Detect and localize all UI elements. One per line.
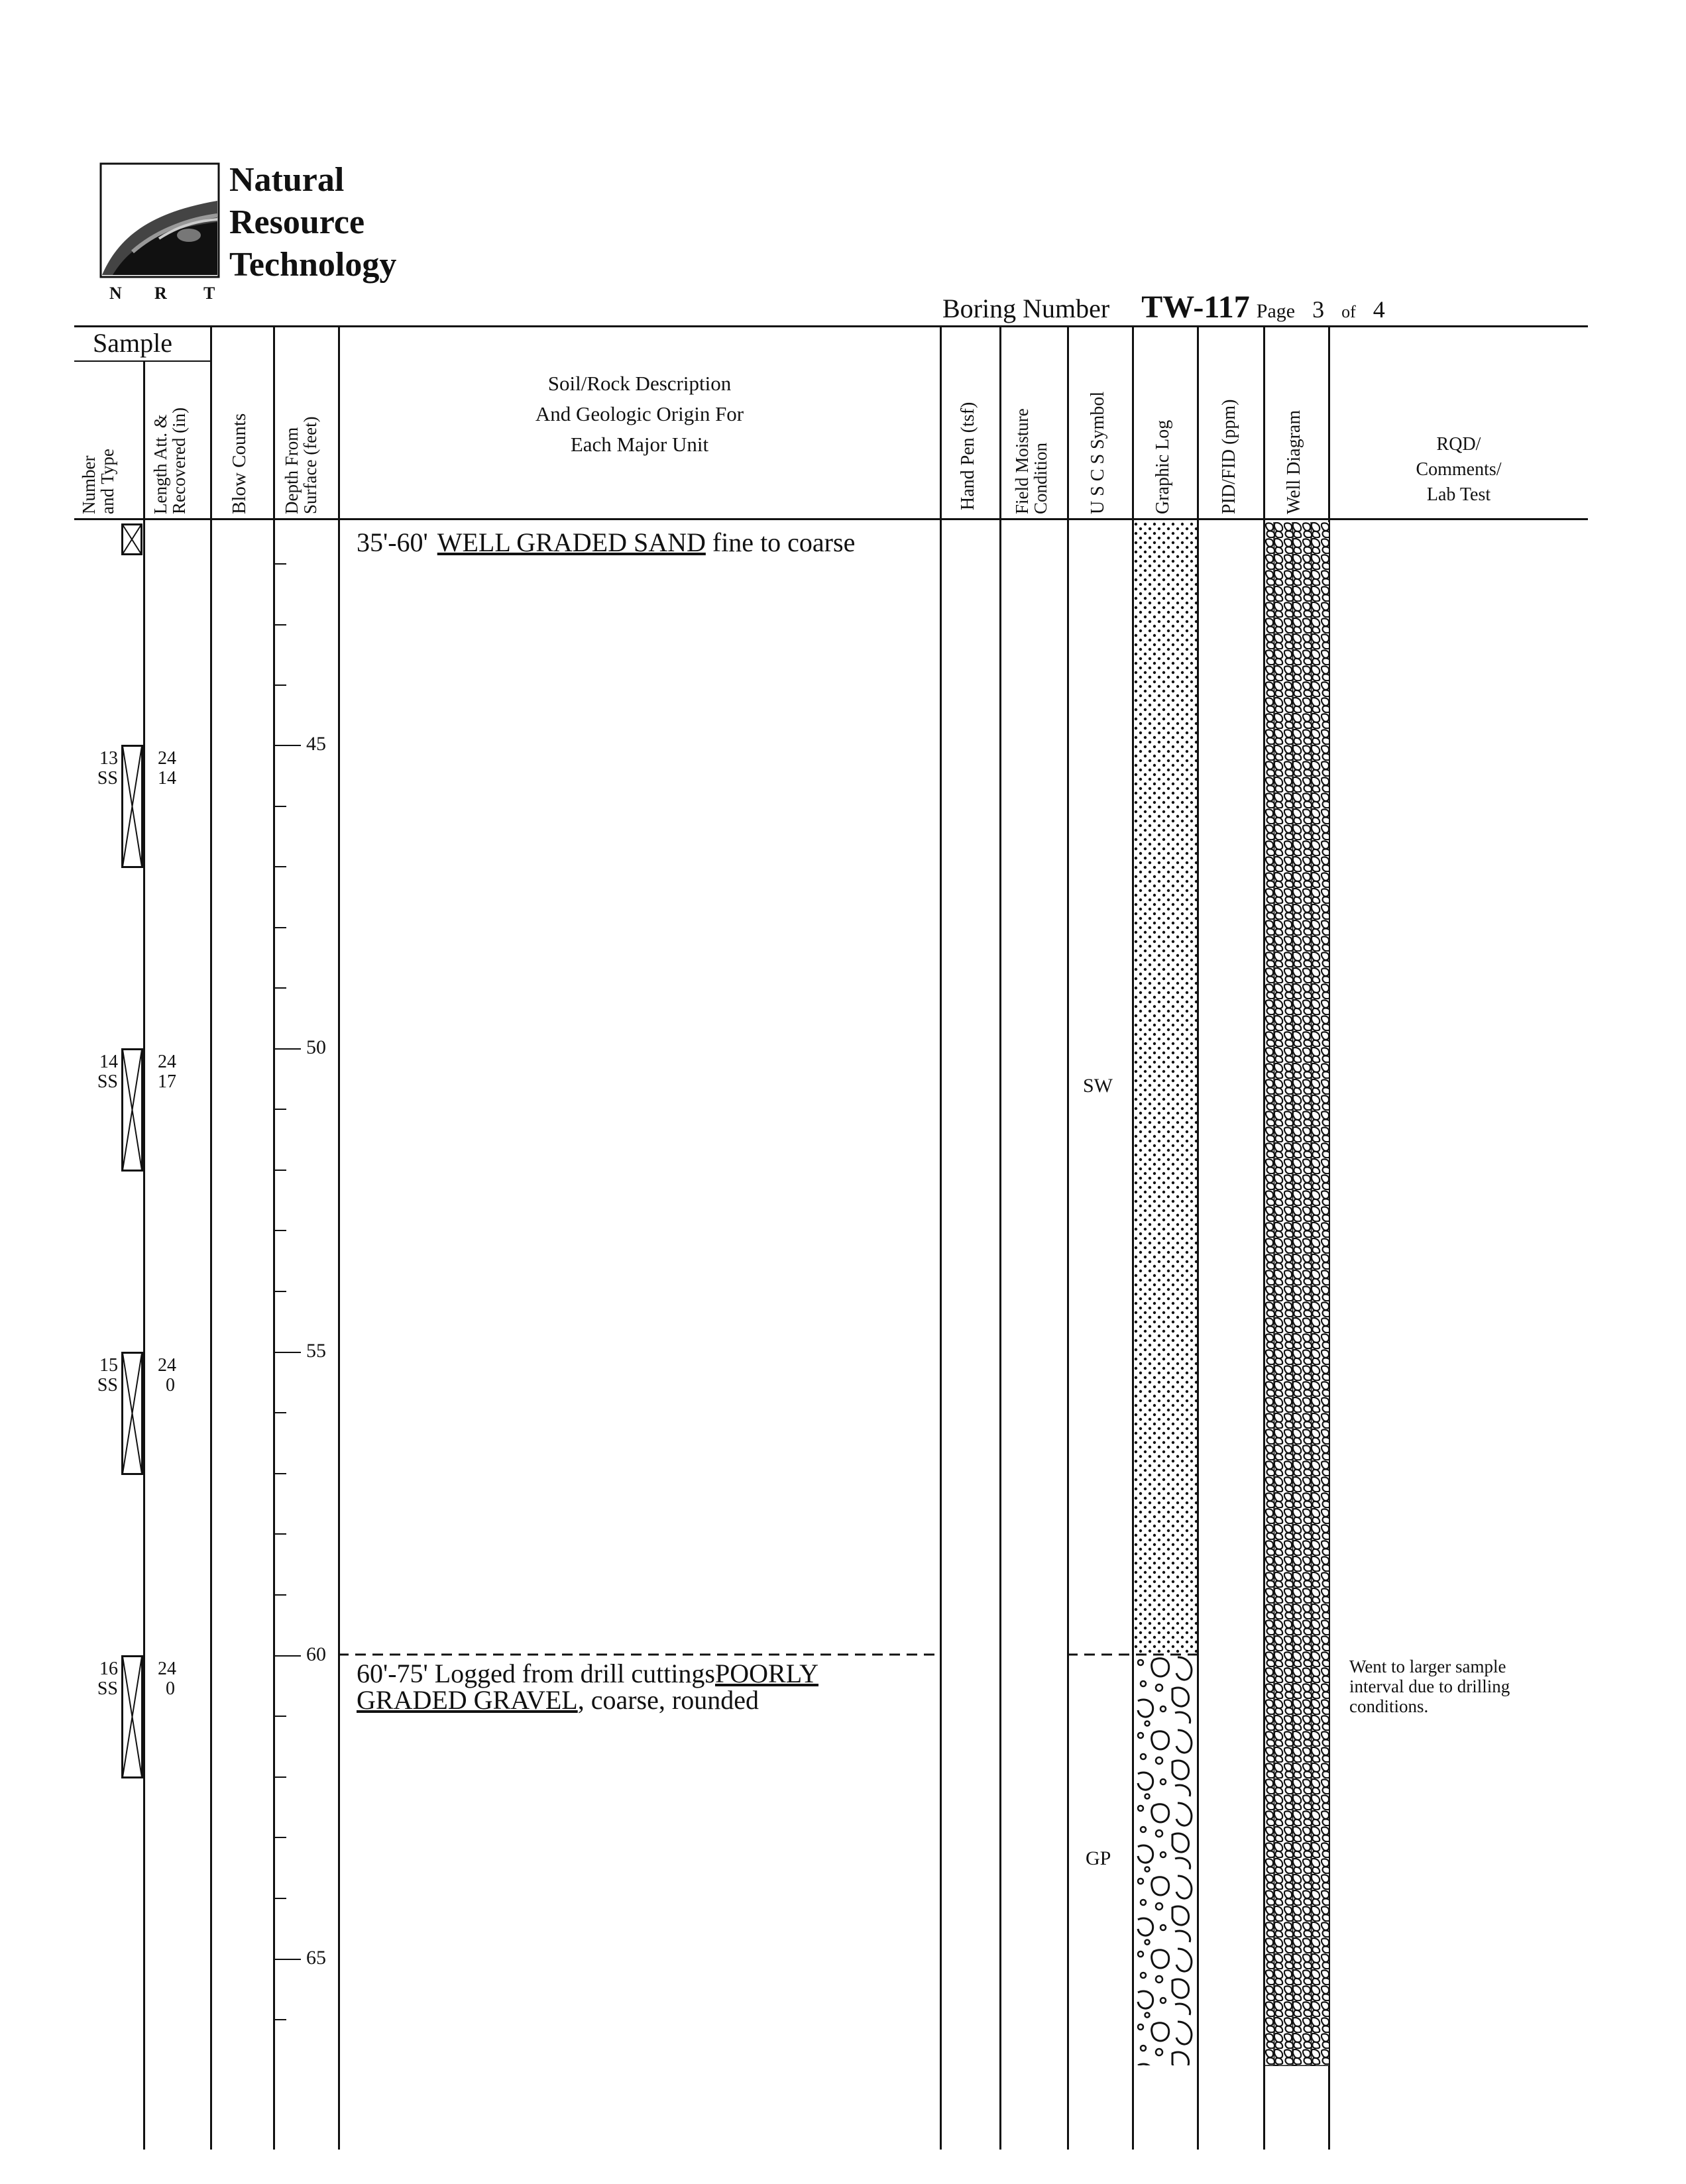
sample-15-recovered: 0 — [166, 1375, 175, 1395]
logo-icon — [99, 162, 220, 278]
sample-13-recovered: 14 — [158, 768, 176, 789]
company-name-line-1: Natural — [229, 161, 345, 199]
sample-16-number: 16 — [99, 1659, 118, 1679]
field-moisture-header — [1013, 408, 1050, 514]
depth-label-50: 50 — [306, 1036, 326, 1058]
depth-tick-major — [274, 1655, 301, 1657]
rqd-comment-line-2: interval due to drilling — [1349, 1676, 1510, 1696]
depth-tick — [274, 1170, 286, 1171]
length-recovered-header-line-2: Recovered (in) — [169, 407, 190, 514]
sample-13-length — [158, 749, 176, 789]
col-sep-2 — [210, 325, 212, 2150]
sample-group-rule — [74, 360, 210, 362]
rqd-header-line-2: Comments/ — [1416, 459, 1502, 480]
description-header-line-2: And Geologic Origin For — [535, 402, 744, 425]
depth-tick — [274, 1776, 286, 1778]
sample-13-label — [84, 749, 118, 789]
unit-2-name: POORLY GRADED GRAVEL — [357, 1659, 819, 1715]
boring-header — [942, 289, 1385, 326]
rqd-header-line-1: RQD/ — [1436, 434, 1481, 455]
depth-tick — [274, 1412, 286, 1413]
sample-15-number: 15 — [99, 1355, 118, 1376]
uscs-symbol-gp: GP — [1086, 1847, 1111, 1869]
company-name-line-3: Technology — [229, 246, 397, 284]
description-header — [339, 368, 940, 460]
number-type-header-line-1: Number — [79, 455, 99, 514]
col-sep-7 — [1067, 325, 1069, 2150]
page-number: 3 — [1312, 296, 1325, 323]
description-header-line-1: Soil/Rock Description — [547, 372, 732, 395]
unit-1-desc: fine to coarse — [705, 527, 856, 557]
unit-2-range: 60'-75' — [357, 1659, 428, 1688]
sample-box-15 — [121, 1352, 143, 1475]
sample-16-type: SS — [97, 1678, 118, 1699]
header-top-rule — [74, 325, 1588, 327]
depth-tick — [274, 927, 286, 928]
depth-tick-major — [274, 745, 301, 746]
depth-tick — [274, 987, 286, 989]
header-bottom-rule — [74, 518, 1588, 520]
sample-13-length-att: 24 — [158, 748, 176, 769]
sample-15-length-att: 24 — [158, 1355, 176, 1376]
hand-pen-header: Hand Pen (tsf) — [958, 402, 978, 510]
depth-tick-major — [274, 1352, 301, 1353]
col-sep-3 — [273, 325, 275, 2150]
depth-label-65: 65 — [306, 1947, 326, 1969]
unit-1-range: 35'-60' — [357, 527, 428, 557]
sample-14-type: SS — [97, 1071, 118, 1092]
unit-2-description — [357, 1661, 927, 1714]
sample-15-label — [84, 1356, 118, 1395]
depth-tick — [274, 563, 286, 565]
col-sep-5 — [940, 325, 942, 2150]
rqd-header — [1329, 432, 1588, 508]
col-sep-1 — [143, 360, 145, 2150]
number-type-header — [80, 449, 117, 514]
depth-header — [282, 416, 320, 514]
rqd-comment — [1349, 1657, 1510, 1716]
col-sep-4 — [338, 325, 340, 2150]
company-name-line-2: Resource — [229, 203, 365, 241]
uscs-symbol-sw: SW — [1083, 1075, 1113, 1097]
depth-tick — [274, 624, 286, 626]
unit-2-prefix: Logged from drill cuttings — [427, 1659, 715, 1688]
sample-box-14 — [121, 1048, 143, 1172]
depth-tick — [274, 866, 286, 867]
rqd-comment-line-1: Went to larger sample — [1349, 1657, 1506, 1676]
company-name — [229, 159, 396, 286]
depth-tick — [274, 1230, 286, 1231]
of-label: of — [1341, 302, 1356, 321]
col-sep-6 — [999, 325, 1001, 2150]
uscs-header: U S C S Symbol — [1088, 391, 1108, 514]
sample-14-label — [84, 1052, 118, 1092]
boring-number-label: Boring Number — [942, 294, 1110, 323]
sample-13-number: 13 — [99, 748, 118, 769]
sample-16-label — [84, 1659, 118, 1699]
depth-tick — [274, 1533, 286, 1535]
sample-box-13 — [121, 745, 143, 868]
depth-tick — [274, 1473, 286, 1474]
depth-tick — [274, 684, 286, 686]
sample-14-length-att: 24 — [158, 1052, 176, 1072]
unit-boundary-line — [338, 1653, 941, 1657]
company-logo — [99, 162, 220, 278]
depth-tick — [274, 1898, 286, 1899]
sample-box-top-partial — [121, 523, 142, 555]
blow-counts-header: Blow Counts — [229, 413, 250, 514]
depth-tick — [274, 1716, 286, 1717]
depth-header-line-1: Depth From — [282, 427, 302, 514]
unit-1-name: WELL GRADED SAND — [437, 527, 706, 557]
length-recovered-header — [151, 408, 189, 514]
field-moisture-header-line-1: Field Moisture — [1012, 408, 1032, 514]
sample-16-recovered: 0 — [166, 1678, 175, 1699]
graphic-log-sand — [1134, 522, 1198, 1654]
page-total: 4 — [1373, 296, 1385, 323]
logo-initial-n: N — [109, 284, 122, 303]
page-label: Page — [1256, 300, 1296, 322]
boring-id: TW-117 — [1141, 290, 1250, 325]
description-header-line-3: Each Major Unit — [570, 433, 709, 456]
unit-2-desc: , coarse, rounded — [577, 1685, 759, 1715]
sample-15-type: SS — [97, 1375, 118, 1395]
depth-label-60: 60 — [306, 1643, 326, 1665]
depth-tick — [274, 806, 286, 807]
well-diagram-header: Well Diagram — [1284, 410, 1304, 514]
sample-box-16 — [121, 1655, 143, 1778]
sample-14-number: 14 — [99, 1052, 118, 1072]
rqd-header-line-3: Lab Test — [1426, 484, 1491, 505]
pid-fid-header: PID/FID (ppm) — [1219, 399, 1239, 514]
depth-tick — [274, 1291, 286, 1292]
depth-tick-major — [274, 1048, 301, 1050]
depth-header-line-2: Surface (feet) — [300, 416, 321, 514]
sample-group-label: Sample — [93, 328, 172, 358]
depth-tick — [274, 1594, 286, 1596]
sample-14-recovered: 17 — [158, 1071, 176, 1092]
depth-tick — [274, 1837, 286, 1838]
sample-13-type: SS — [97, 768, 118, 789]
graphic-log-gravel — [1134, 1655, 1198, 2065]
depth-label-45: 45 — [306, 733, 326, 755]
logo-initial-t: T — [203, 284, 215, 303]
well-diagram-backfill — [1265, 522, 1329, 2066]
logo-initial-r: R — [154, 284, 167, 303]
depth-label-55: 55 — [306, 1340, 326, 1362]
number-type-header-line-2: and Type — [97, 449, 118, 514]
sample-16-length — [158, 1659, 176, 1699]
length-recovered-header-line-1: Length Att. & — [150, 414, 170, 514]
graphic-log-header: Graphic Log — [1152, 419, 1173, 514]
sample-14-length — [158, 1052, 176, 1092]
sample-15-length — [158, 1356, 176, 1395]
depth-tick — [274, 1109, 286, 1110]
rqd-comment-line-3: conditions. — [1349, 1696, 1429, 1716]
depth-tick — [274, 2019, 286, 2020]
unit-1-description — [357, 527, 855, 558]
depth-tick-major — [274, 1959, 301, 1960]
sample-16-length-att: 24 — [158, 1659, 176, 1679]
field-moisture-header-line-2: Condition — [1031, 442, 1051, 514]
